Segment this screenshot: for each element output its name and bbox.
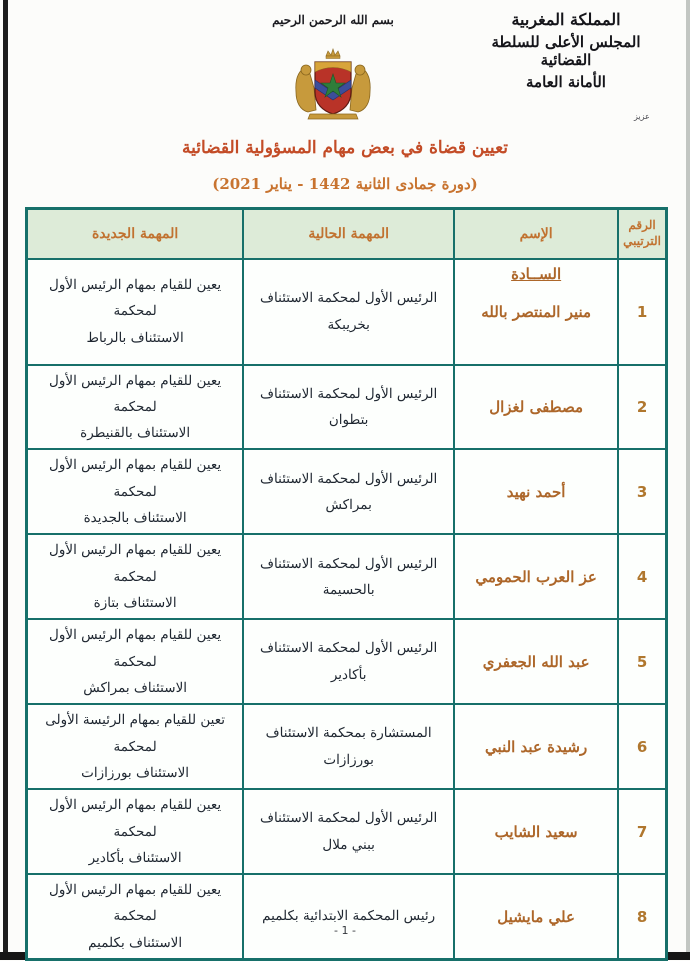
current-position-line2: بتطوان bbox=[328, 411, 369, 428]
appointments-table bbox=[25, 207, 668, 961]
current-position bbox=[243, 704, 454, 789]
current-position bbox=[243, 534, 454, 619]
judge-name-cell bbox=[454, 534, 618, 619]
new-position-line1: يعين للقيام بمهام الرئيس الأول لمحكمة bbox=[49, 277, 222, 320]
table-row bbox=[27, 449, 667, 534]
new-position-line2: الاستئناف بتازة bbox=[93, 595, 177, 611]
current-position-line1: الرئيس الأول لمحكمة الاستئناف bbox=[260, 385, 438, 402]
new-position bbox=[27, 365, 244, 450]
judge-name: سعيد الشايب bbox=[494, 822, 578, 841]
council-name: المجلس الأعلى للسلطة القضائية bbox=[491, 33, 641, 69]
judge-name: علي مايشيل bbox=[497, 907, 575, 926]
col-header-new-position: المهمة الجديدة bbox=[27, 209, 244, 259]
judge-name: منير المنتصر بالله bbox=[481, 302, 592, 321]
document-subtitle: (دورة جمادى الثانية 1442 - يناير 2021) bbox=[212, 175, 478, 193]
judge-name: رشيدة عبد النبي bbox=[485, 737, 588, 756]
judge-name-cell bbox=[454, 619, 618, 704]
group-label: الســادة bbox=[511, 264, 562, 283]
new-position-line2: الاستئناف بالقنيطرة bbox=[80, 425, 191, 442]
current-position bbox=[243, 449, 454, 534]
col-header-current-position: المهمة الحالية bbox=[243, 209, 454, 259]
new-position bbox=[27, 619, 244, 704]
current-position bbox=[243, 874, 454, 959]
new-position-line2: الاستئناف بمراكش bbox=[83, 679, 188, 696]
row-number: 1 bbox=[618, 259, 666, 365]
new-position-line1: يعين للقيام بمهام الرئيس الأول لمحكمة bbox=[49, 542, 222, 585]
current-position-line1: الرئيس الأول لمحكمة الاستئناف bbox=[260, 470, 438, 487]
judge-name-cell bbox=[454, 874, 618, 959]
current-position bbox=[243, 365, 454, 450]
new-position-line1: يعين للقيام بمهام الرئيس الأول لمحكمة bbox=[49, 882, 222, 925]
current-position-line1: الرئيس الأول لمحكمة الاستئناف bbox=[260, 640, 438, 657]
col-header-name: الإسم bbox=[454, 209, 618, 259]
current-position-line1: الرئيس الأول لمحكمة الاستئناف bbox=[260, 555, 438, 572]
row-number: 6 bbox=[618, 704, 666, 789]
col-header-number: الرقم الترتيبي bbox=[618, 209, 666, 259]
row-number: 2 bbox=[618, 365, 666, 450]
current-position-line1: الرئيس الأول لمحكمة الاستئناف bbox=[260, 290, 438, 307]
table-container bbox=[25, 207, 668, 961]
secretariat-name: الأمانة العامة bbox=[526, 73, 606, 91]
table-row bbox=[27, 365, 667, 450]
page-number: - 1 - bbox=[334, 924, 356, 937]
kingdom-name: المملكة المغربية bbox=[511, 10, 621, 29]
judge-name-cell bbox=[454, 449, 618, 534]
new-position-line2: الاستئناف بأكادير bbox=[88, 849, 182, 866]
current-position-line1: الرئيس الأول لمحكمة الاستئناف bbox=[260, 810, 438, 827]
table-row bbox=[27, 704, 667, 789]
document-title: تعيين قضاة في بعض مهام المسؤولية القضائية bbox=[181, 138, 508, 158]
table-row bbox=[27, 874, 667, 959]
current-position-line2: بخريبكة bbox=[327, 316, 370, 333]
new-position-line2: الاستئناف بالجديدة bbox=[83, 510, 187, 527]
table-row bbox=[27, 259, 667, 365]
new-position bbox=[27, 789, 244, 874]
judge-name-cell bbox=[454, 259, 618, 365]
new-position bbox=[27, 259, 244, 365]
new-position-line2: الاستئناف بالرباط bbox=[86, 329, 184, 346]
moroccan-coat-of-arms-icon bbox=[286, 48, 380, 124]
judge-name: عبد الله الجعفري bbox=[482, 652, 590, 671]
current-position-line2: بورزازات bbox=[323, 751, 374, 768]
new-position bbox=[27, 874, 244, 959]
judge-name: مصطفى لغزال bbox=[489, 397, 584, 416]
new-position-line1: يعين للقيام بمهام الرئيس الأول لمحكمة bbox=[49, 372, 222, 415]
new-position bbox=[27, 534, 244, 619]
new-position bbox=[27, 449, 244, 534]
current-position-line2: بمراكش bbox=[325, 496, 372, 513]
current-position bbox=[243, 619, 454, 704]
current-position bbox=[243, 259, 454, 365]
current-position-line2: بالحسيمة bbox=[322, 581, 375, 598]
row-number: 4 bbox=[618, 534, 666, 619]
margin-annotation: عزيز bbox=[634, 112, 650, 121]
basmala-text: بسم الله الرحمن الرحيم bbox=[272, 13, 394, 27]
row-number: 7 bbox=[618, 789, 666, 874]
new-position bbox=[27, 704, 244, 789]
new-position-line1: يعين للقيام بمهام الرئيس الأول لمحكمة bbox=[49, 797, 222, 840]
new-position-line2: الاستئناف بكلميم bbox=[88, 934, 183, 951]
table-row bbox=[27, 789, 667, 874]
letterhead-right bbox=[476, 10, 656, 91]
judge-name-cell bbox=[454, 704, 618, 789]
current-position bbox=[243, 789, 454, 874]
new-position-line2: الاستئناف بورزازات bbox=[81, 764, 190, 781]
judge-name: أحمد نهيد bbox=[506, 482, 566, 501]
current-position-line1: المستشارة بمحكمة الاستئناف bbox=[265, 725, 432, 742]
table-row bbox=[27, 534, 667, 619]
new-position-line1: تعين للقيام بمهام الرئيسة الأولى لمحكمة bbox=[45, 712, 225, 755]
row-number: 3 bbox=[618, 449, 666, 534]
current-position-line2: ببني ملال bbox=[322, 836, 375, 853]
new-position-line1: يعين للقيام بمهام الرئيس الأول لمحكمة bbox=[49, 627, 222, 670]
new-position-line1: يعين للقيام بمهام الرئيس الأول لمحكمة bbox=[49, 457, 222, 500]
current-position-line2: بأكادير bbox=[330, 666, 367, 683]
current-position-line1: رئيس المحكمة الابتدائية بكلميم bbox=[262, 908, 436, 925]
judge-name-cell bbox=[454, 365, 618, 450]
judge-name-cell bbox=[454, 789, 618, 874]
judge-name: عز العرب الحمومي bbox=[475, 567, 597, 586]
table-row bbox=[27, 619, 667, 704]
row-number: 5 bbox=[618, 619, 666, 704]
table-header-row bbox=[27, 209, 667, 259]
row-number: 8 bbox=[618, 874, 666, 959]
